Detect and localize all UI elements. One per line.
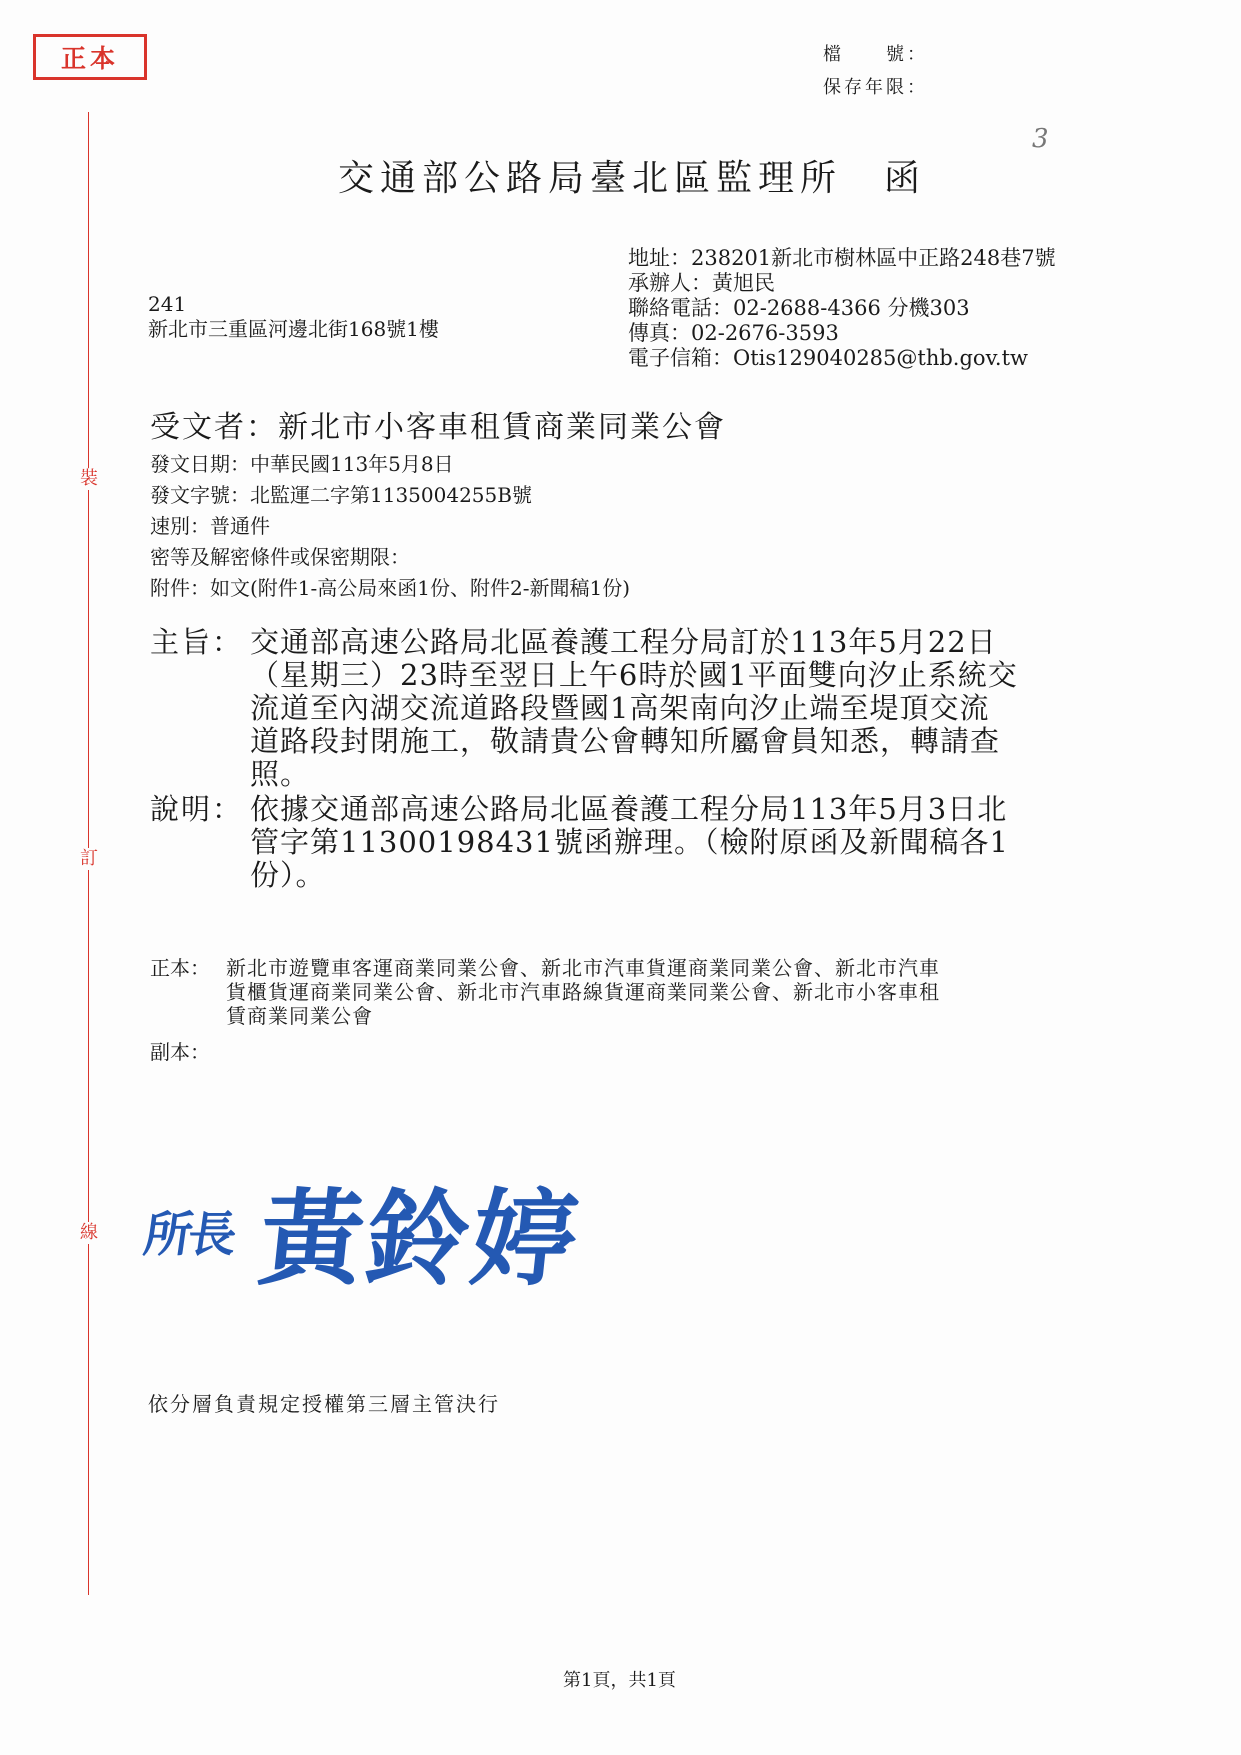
document-number: 發文字號：北監運二字第1135004255B號 <box>150 483 532 507</box>
sender-phone: 聯絡電話：02-2688-4366 分機303 <box>628 296 970 320</box>
signature-title: 所長 <box>140 1206 237 1263</box>
sender-info <box>628 246 1056 371</box>
attachments: 附件：如文(附件1-高公局來函1份、附件2-新聞稿1份) <box>150 576 631 600</box>
retention-period-label: 保存年限： <box>823 77 928 98</box>
receiver-address <box>148 292 439 342</box>
delegation-note: 依分層負責規定授權第三層主管決行 <box>148 1392 500 1416</box>
binding-mark-ding: 訂 <box>77 848 101 870</box>
subject-section <box>150 626 1018 791</box>
security-level: 密等及解密條件或保密期限： <box>150 545 410 569</box>
duplicate-copy-recipients <box>150 1040 226 1064</box>
sender-handler: 承辦人：黃旭民 <box>628 271 775 295</box>
delivery-speed: 速別：普通件 <box>150 514 270 538</box>
document-meta <box>150 449 630 604</box>
sender-fax: 傳真：02-2676-3593 <box>628 321 839 345</box>
stamp-text: 正本 <box>60 44 119 73</box>
file-number-label: 檔 號： <box>823 44 928 65</box>
signature-name: 黃鈴婷 <box>253 1177 585 1300</box>
original-copy-text: 新北市遊覽車客運商業同業公會、新北市汽車貨運商業同業公會、新北市汽車 貨櫃貨運商業同業公會、新北市汽車路線貨運商業同業公會、新北市小客車租 賃商業同業公會 <box>226 956 940 1028</box>
receiver-street: 新北市三重區河邊北街168號1樓 <box>148 317 439 341</box>
subject-label: 主旨： <box>150 625 244 659</box>
document-title: 交通部公路局臺北區監理所 函 <box>338 158 927 199</box>
receiver-postal-code: 241 <box>148 292 187 316</box>
issue-date: 發文日期：中華民國113年5月8日 <box>150 452 454 476</box>
recipient-line: 受文者：新北市小客車租賃商業同業公會 <box>150 410 726 445</box>
original-copy-recipients <box>150 956 940 1028</box>
explanation-text: 依據交通部高速公路局北區養護工程分局113年5月3日北 管字第11300198431號函辦理。（檢附原函及新聞稿各1 份）。 <box>250 792 1009 892</box>
sender-email: 電子信箱：Otis129040285@thb.gov.tw <box>628 346 1029 370</box>
sender-address: 地址：238201新北市樹林區中正路248巷7號 <box>628 246 1056 270</box>
director-signature-stamp <box>140 1155 585 1305</box>
binding-mark-xian: 線 <box>77 1222 101 1244</box>
handwritten-mark: 3 <box>1032 124 1049 154</box>
page-number: 第1頁，共1頁 <box>563 1670 676 1691</box>
duplicate-copy-label: 副本： <box>150 1040 210 1064</box>
explanation-label: 說明： <box>150 792 244 826</box>
binding-mark-zhuang: 裝 <box>77 468 101 490</box>
explanation-section <box>150 793 1009 892</box>
original-copy-stamp <box>33 34 147 80</box>
subject-text: 交通部高速公路局北區養護工程分局訂於113年5月22日 （星期三）23時至翌日上午6時於國1平面雙向汐止系統交 流道至內湖交流道路段暨國1高架南向汐止端至堤頂交流 道路段封閉施工，敬請貴公會轉知所屬會員知悉，轉請查 照。 <box>250 625 1018 791</box>
original-copy-label: 正本： <box>150 956 210 980</box>
